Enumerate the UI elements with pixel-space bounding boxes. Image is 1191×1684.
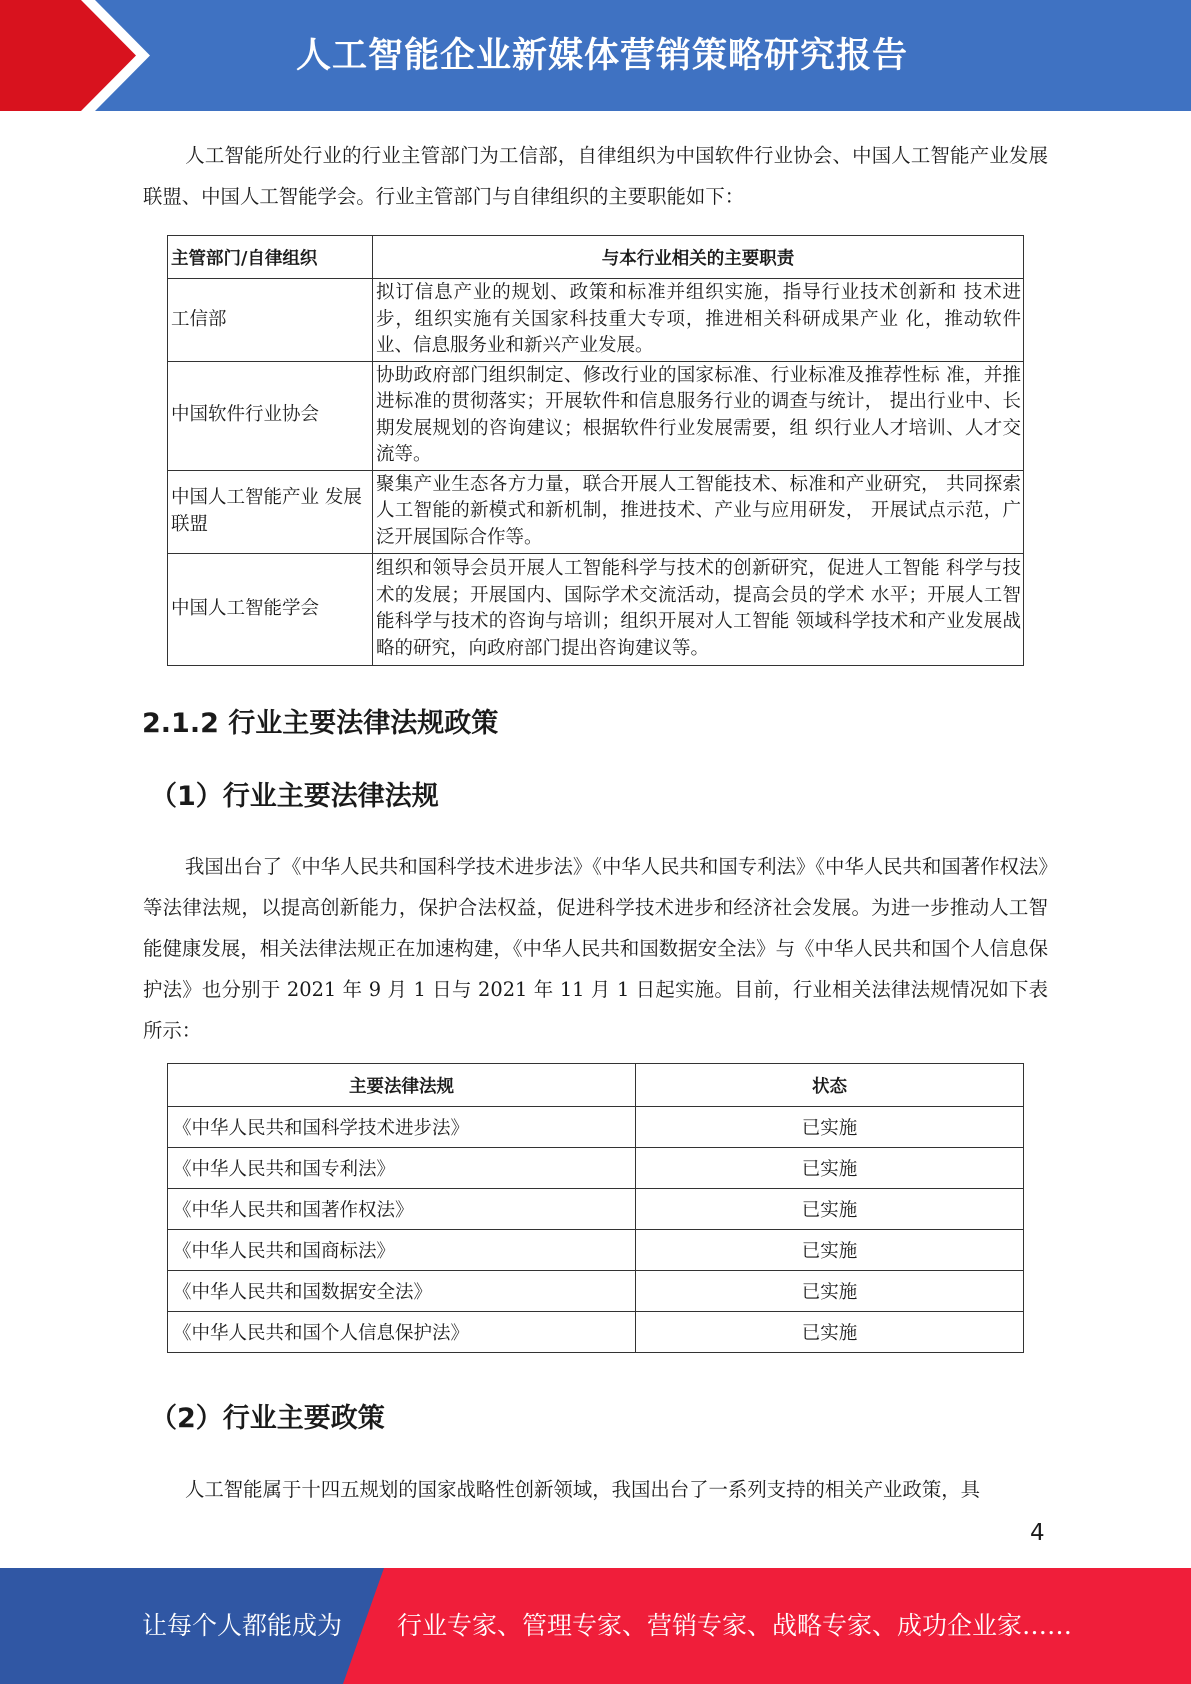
law-cell: 《中华人民共和国专利法》: [168, 1148, 636, 1189]
laws-table: [167, 1063, 1024, 1353]
law-cell: 《中华人民共和国著作权法》: [168, 1189, 636, 1230]
column-header-law: 主要法律法规: [168, 1064, 636, 1107]
org-cell: 中国人工智能学会: [168, 553, 373, 665]
law-cell: 《中华人民共和国数据安全法》: [168, 1271, 636, 1312]
table-header-row: [168, 1064, 1024, 1107]
law-cell: 《中华人民共和国科学技术进步法》: [168, 1107, 636, 1148]
table-row: [168, 1271, 1024, 1312]
org-cell: 中国软件行业协会: [168, 361, 373, 470]
page-header: [0, 0, 1191, 111]
laws-paragraph-text: 我国出台了《中华人民共和国科学技术进步法》《中华人民共和国专利法》《中华人民共和国著作权法》等法律法规，以提高创新能力，保护合法权益，促进科学技术进步和经济社会发展。为进一步推动人工智能健康发展，相关法律法规正在加速构建，《中华人民共和国数据安全法》与《中华人民共和国个人信息保护法》也分别于 2021 年 9 月 1 日与 2021 年 11 月 1 日起实施。目前，行业相关法律法规情况如下表所示：: [143, 855, 1048, 1042]
laws-paragraph: [143, 846, 1048, 1051]
org-cell: 工信部: [168, 279, 373, 362]
table-row: [168, 1148, 1024, 1189]
table-row: [168, 279, 1024, 362]
footer-slogan-left: 让每个人都能成为: [142, 1611, 343, 1640]
column-header-org: 主管部门/自律组织: [168, 236, 373, 279]
duty-cell: 聚集产业生态各方力量，联合开展人工智能技术、标准和产业研究， 共同探索人工智能的新模式和新机制，推进技术、产业与应用研发， 开展试点示范，广泛开展国际合作等。: [373, 470, 1024, 553]
status-cell: 已实施: [636, 1107, 1024, 1148]
duty-cell: 组织和领导会员开展人工智能科学与技术的创新研究，促进人工智能 科学与技术的发展；开展国内、国际学术交流活动，提高会员的学术 水平；开展人工智能科学与技术的咨询与培训；组织开展对人工智能 领域科学技术和产业发展战略的研究，向政府部门提出咨询建议等。: [373, 553, 1024, 665]
subheading-policy: （2）行业主要政策: [150, 1403, 385, 1434]
intro-paragraph: [143, 135, 1048, 217]
section-heading: 2.1.2 行业主要法律法规政策: [142, 708, 499, 739]
status-cell: 已实施: [636, 1230, 1024, 1271]
table-header-row: [168, 236, 1024, 279]
subheading-laws: （1）行业主要法律法规: [150, 781, 439, 812]
table-row: [168, 1189, 1024, 1230]
page-number: 4: [1030, 1520, 1045, 1546]
header-chevron: [0, 0, 136, 111]
policy-paragraph: [143, 1469, 1048, 1510]
table-row: [168, 1107, 1024, 1148]
table-row: [168, 1230, 1024, 1271]
footer-slogan-right: 行业专家、管理专家、营销专家、战略专家、成功企业家……: [397, 1611, 1073, 1640]
status-cell: 已实施: [636, 1189, 1024, 1230]
table-row: [168, 553, 1024, 665]
table-row: [168, 470, 1024, 553]
status-cell: 已实施: [636, 1312, 1024, 1353]
page-footer: [0, 1568, 1191, 1684]
law-cell: 《中华人民共和国商标法》: [168, 1230, 636, 1271]
column-header-status: 状态: [636, 1064, 1024, 1107]
status-cell: 已实施: [636, 1148, 1024, 1189]
table-row: [168, 361, 1024, 470]
org-cell: 中国人工智能产业 发展联盟: [168, 470, 373, 553]
intro-paragraph-text: 人工智能所处行业的行业主管部门为工信部，自律组织为中国软件行业协会、中国人工智能产业发展联盟、中国人工智能学会。行业主管部门与自律组织的主要职能如下：: [143, 144, 1048, 208]
duty-cell: 拟订信息产业的规划、政策和标准并组织实施，指导行业技术创新和 技术进步，组织实施有关国家科技重大专项，推进相关科研成果产业 化，推动软件业、信息服务业和新兴产业发展。: [373, 279, 1024, 362]
law-cell: 《中华人民共和国个人信息保护法》: [168, 1312, 636, 1353]
column-header-duty: 与本行业相关的主要职责: [373, 236, 1024, 279]
report-title: 人工智能企业新媒体营销策略研究报告: [296, 36, 909, 76]
status-cell: 已实施: [636, 1271, 1024, 1312]
policy-paragraph-text: 人工智能属于十四五规划的国家战略性创新领域，我国出台了一系列支持的相关产业政策，具: [185, 1478, 981, 1501]
org-duties-table: [167, 235, 1024, 666]
duty-cell: 协助政府部门组织制定、修改行业的国家标准、行业标准及推荐性标 准，并推进标准的贯彻落实；开展软件和信息服务行业的调查与统计， 提出行业中、长期发展规划的咨询建议；根据软件行业发展需要，组 织行业人才培训、人才交流等。: [373, 361, 1024, 470]
table-row: [168, 1312, 1024, 1353]
